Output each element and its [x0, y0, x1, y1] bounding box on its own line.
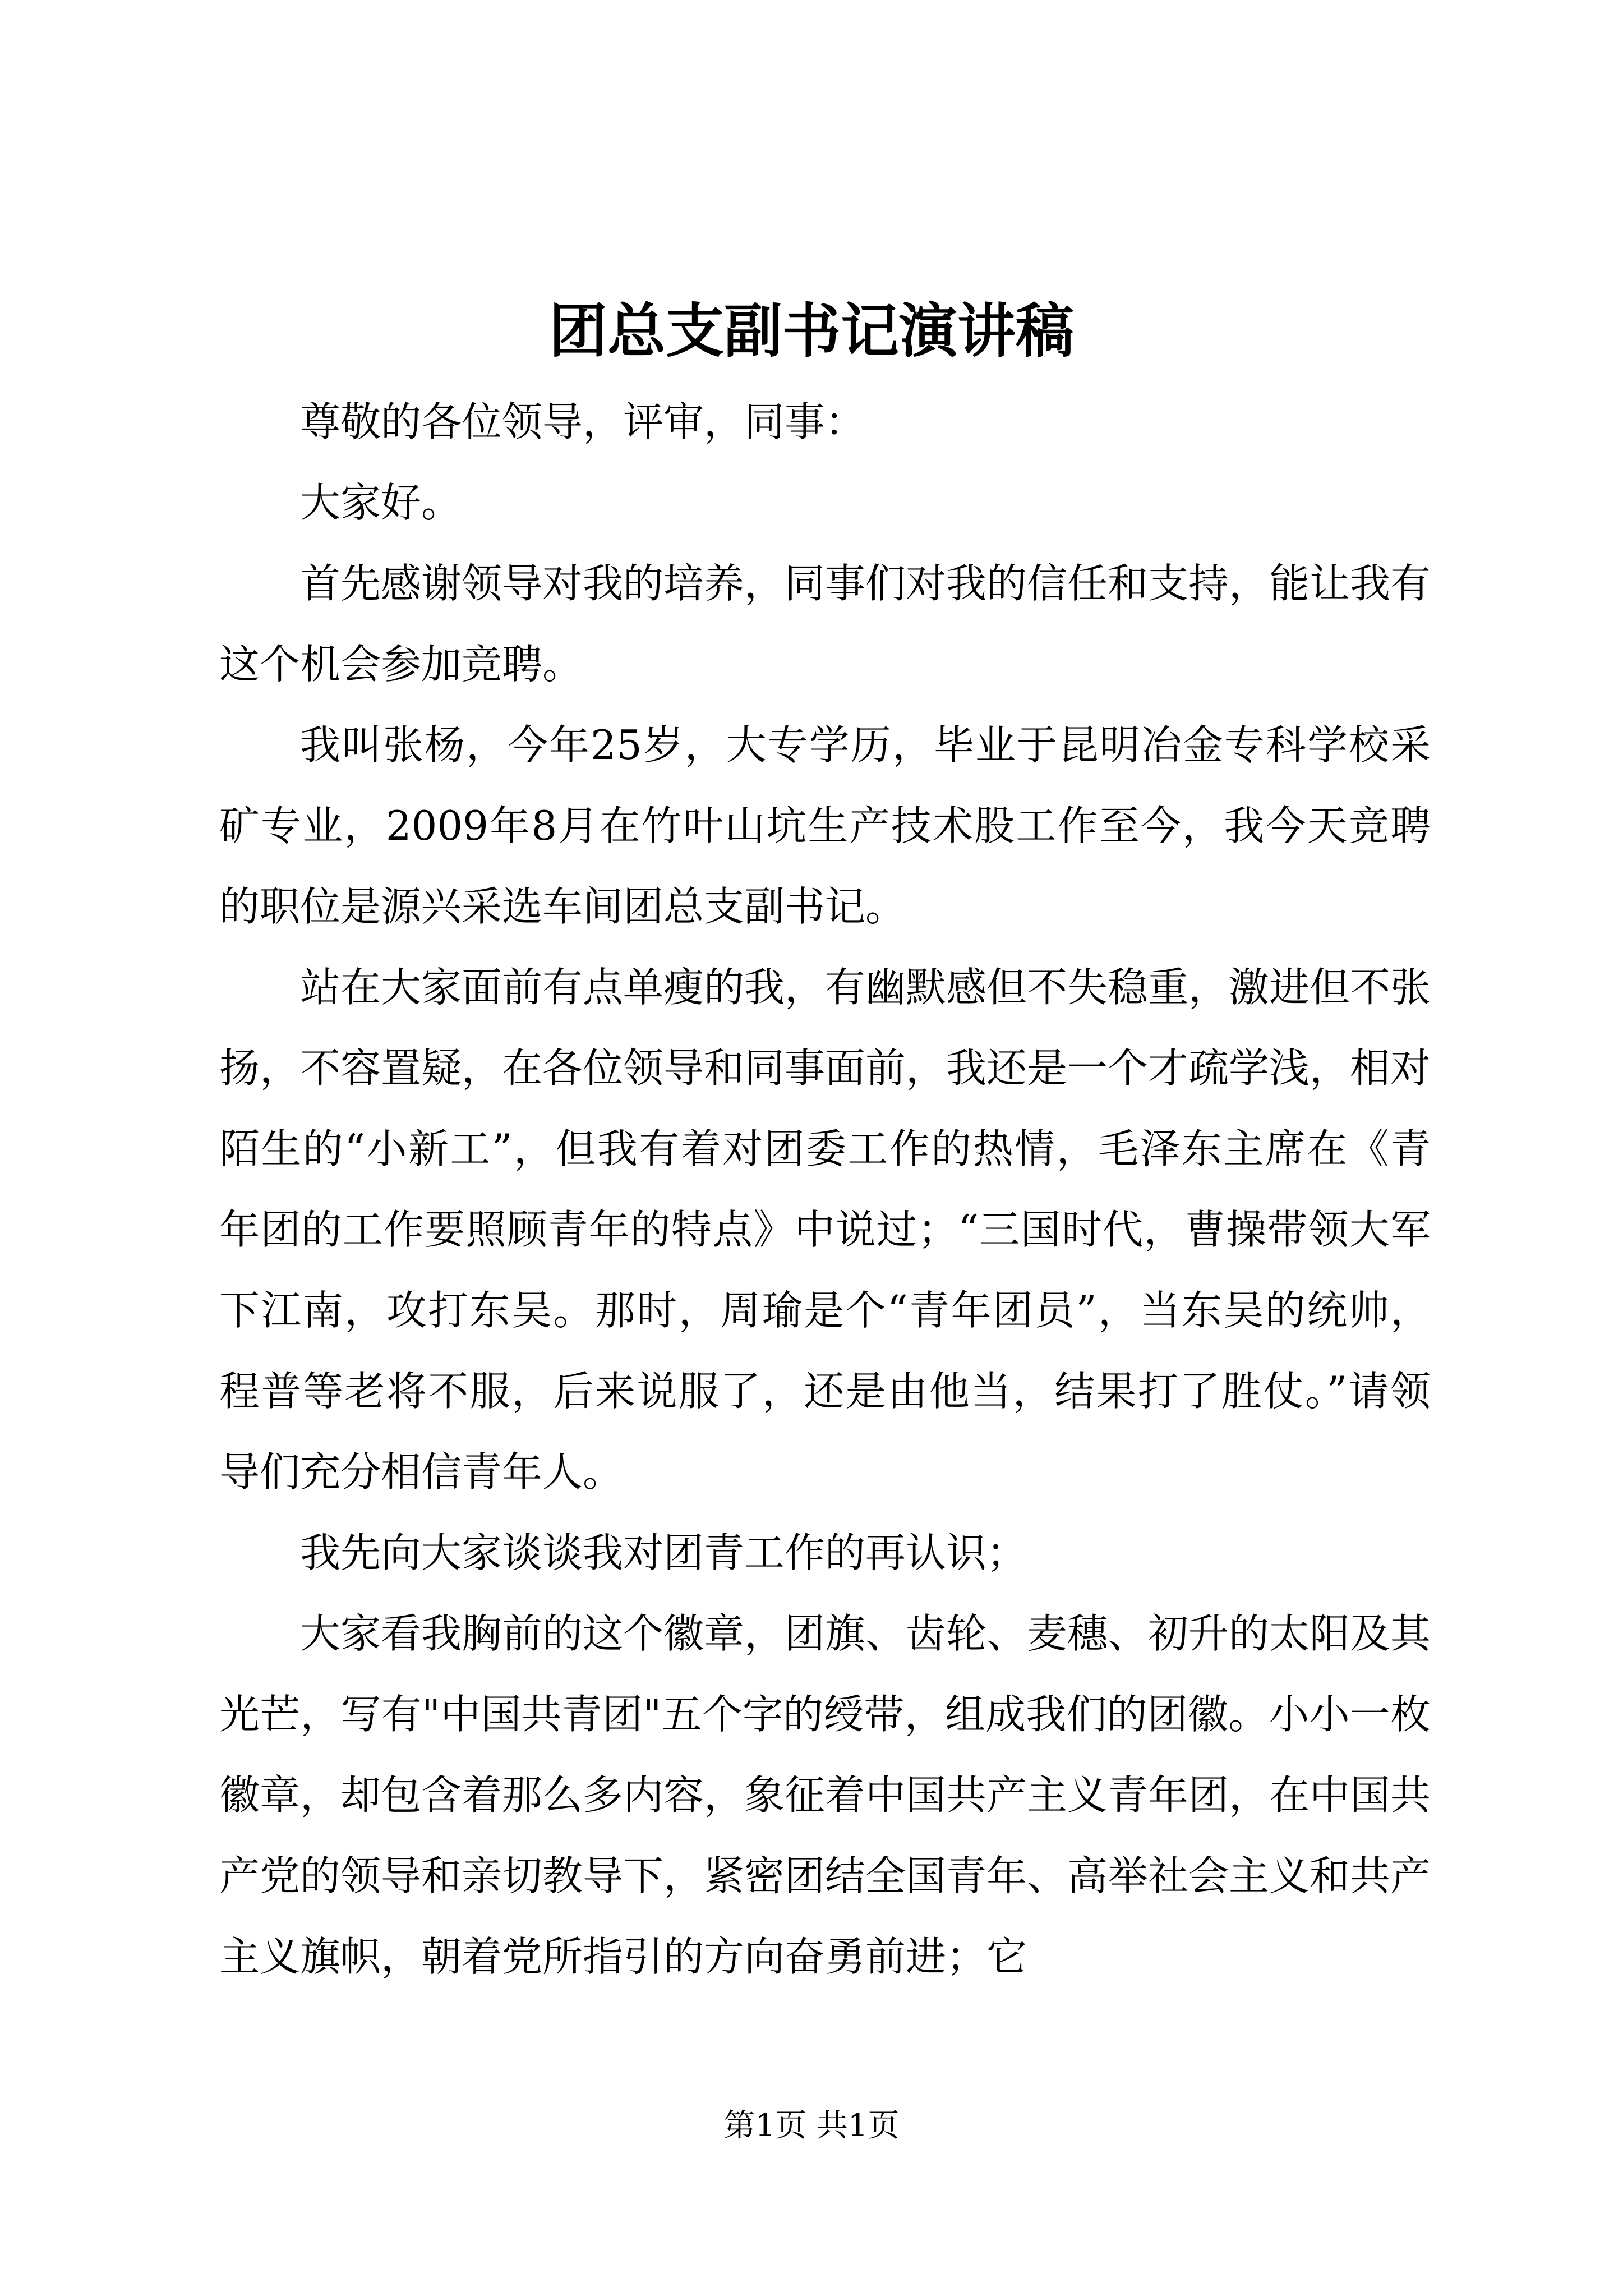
- paragraph-self-description: 站在大家面前有点单瘦的我，有幽默感但不失稳重，激进但不张扬，不容置疑，在各位领导和同事面前，我还是一个才疏学浅，相对陌生的“小新工”，但我有着对团委工作的热情，毛泽东主席在《青年团的工作要照顾青年的特点》中说过；“三国时代，曹操带领大军下江南，攻打东吴。那时，周瑜是个“青年团员”，当东吴的统帅，程普等老将不服，后来说服了，还是由他当，结果打了胜仗。”请领导们充分相信青年人。: [219, 964, 1431, 1496]
- paragraph-transition: 我先向大家谈谈我对团青工作的再认识；: [300, 1529, 1027, 1576]
- paragraph-thanks: 首先感谢领导对我的培养，同事们对我的信任和支持，能让我有这个机会参加竞聘。: [219, 560, 1431, 688]
- paragraph-salutation: 尊敬的各位领导，评审，同事：: [300, 398, 866, 445]
- document-title: 团总支副书记演讲稿: [548, 296, 1074, 365]
- document-body: [219, 381, 1431, 1997]
- paragraph-introduction: 我叫张杨，今年25岁，大专学历，毕业于昆明冶金专科学校采矿专业，2009年8月在竹叶山坑生产技术股工作至今，我今天竞聘的职位是源兴采选车间团总支副书记。: [219, 721, 1431, 930]
- paragraph-greeting: 大家好。: [300, 479, 462, 526]
- page-footer: 第1页 共1页: [723, 2108, 900, 2144]
- paragraph-emblem: 大家看我胸前的这个徽章，团旗、齿轮、麦穗、初升的太阳及其光芒，写有"中国共青团"五个字的绶带，组成我们的团徽。小小一枚徽章，却包含着那么多内容，象征着中国共产主义青年团，在中国共产党的领导和亲切教导下，紧密团结全国青年、高举社会主义和共产主义旗帜，朝着党所指引的方向奋勇前进；它: [219, 1610, 1431, 1980]
